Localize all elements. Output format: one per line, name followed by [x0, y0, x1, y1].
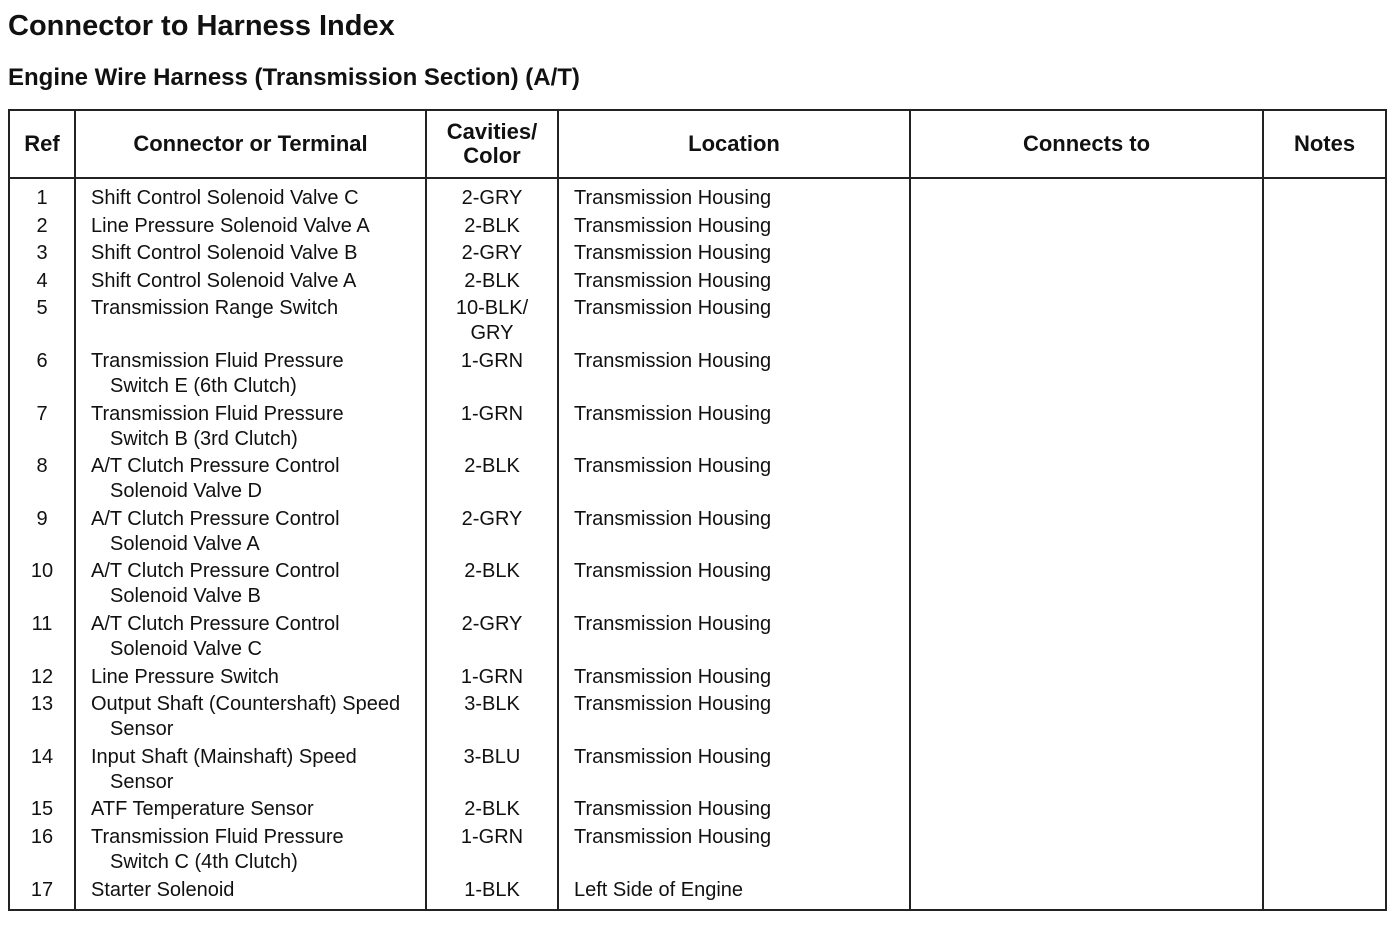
cell-cavities-color	[426, 507, 558, 560]
cell-ref: 12	[9, 665, 75, 693]
cell-cavities-color	[426, 402, 558, 455]
cavities-color-value: 2-BLK	[464, 269, 520, 292]
cavities-color-value: 2-GRY	[461, 612, 523, 635]
cell-notes	[1263, 825, 1386, 878]
cell-cavities-color	[426, 178, 558, 214]
cell-connects-to	[910, 454, 1263, 507]
cell-connects-to	[910, 825, 1263, 878]
cell-connects-to	[910, 745, 1263, 798]
cell-ref: 4	[9, 269, 75, 297]
table-row	[9, 178, 1386, 214]
cavities-color-value: 2-BLK	[464, 560, 520, 583]
cell-notes	[1263, 402, 1386, 455]
cell-notes	[1263, 296, 1386, 349]
connector-name: A/T Clutch Pressure Control	[91, 612, 340, 635]
table-row	[9, 454, 1386, 507]
cell-location: Transmission Housing	[558, 402, 910, 455]
cell-connects-to	[910, 241, 1263, 269]
cell-cavities-color	[426, 269, 558, 297]
table-row	[9, 402, 1386, 455]
cell-connector	[75, 296, 426, 349]
cell-notes	[1263, 241, 1386, 269]
cell-connects-to	[910, 214, 1263, 242]
cell-ref: 16	[9, 825, 75, 878]
connector-name: Line Pressure Solenoid Valve A	[91, 214, 370, 237]
cell-notes	[1263, 797, 1386, 825]
cell-ref: 8	[9, 454, 75, 507]
cell-ref: 5	[9, 296, 75, 349]
table-row	[9, 269, 1386, 297]
cell-location: Transmission Housing	[558, 214, 910, 242]
table-row	[9, 692, 1386, 745]
cell-cavities-color	[426, 692, 558, 745]
cell-location: Transmission Housing	[558, 612, 910, 665]
cell-location: Transmission Housing	[558, 349, 910, 402]
table-row	[9, 214, 1386, 242]
connector-name: Transmission Range Switch	[91, 297, 339, 320]
cell-ref: 1	[9, 178, 75, 214]
table-row	[9, 612, 1386, 665]
connector-name: Shift Control Solenoid Valve C	[91, 187, 359, 209]
cell-notes	[1263, 559, 1386, 612]
cell-cavities-color	[426, 825, 558, 878]
cell-connects-to	[910, 402, 1263, 455]
cell-connects-to	[910, 692, 1263, 745]
section-subtitle: Engine Wire Harness (Transmission Section) (A/T)	[8, 64, 580, 91]
connector-name: Starter Solenoid	[91, 878, 235, 901]
cell-connector	[75, 745, 426, 798]
table-row	[9, 665, 1386, 693]
table-row	[9, 797, 1386, 825]
cavities-color-value: 2-BLK	[464, 214, 520, 237]
cavities-color-value: 1-BLK	[464, 878, 520, 901]
cell-ref: 10	[9, 559, 75, 612]
cell-connects-to	[910, 559, 1263, 612]
cell-connects-to	[910, 507, 1263, 560]
cell-location: Transmission Housing	[558, 559, 910, 612]
cell-location: Transmission Housing	[558, 825, 910, 878]
cell-location: Transmission Housing	[558, 665, 910, 693]
cell-notes	[1263, 507, 1386, 560]
connector-name: Transmission Fluid Pressure	[91, 349, 344, 372]
cell-connector	[75, 402, 426, 455]
cavities-color-value: 1-GRN	[460, 665, 524, 688]
column-header-connects-to: Connects to	[910, 110, 1263, 178]
cavities-color-value: 1-GRN	[460, 825, 524, 848]
cell-connector	[75, 241, 426, 269]
cell-ref: 3	[9, 241, 75, 269]
connector-name-continued: Solenoid Valve D	[110, 480, 262, 503]
cell-connector	[75, 349, 426, 402]
cell-notes	[1263, 878, 1386, 910]
cell-location: Transmission Housing	[558, 241, 910, 269]
cavities-color-value: 1-GRN	[460, 402, 524, 425]
cavities-color-value: 10-BLK/ GRY	[455, 297, 529, 345]
cell-notes	[1263, 454, 1386, 507]
cell-cavities-color	[426, 214, 558, 242]
column-header-notes: Notes	[1263, 110, 1386, 178]
cavities-color-value: 1-GRN	[460, 349, 524, 372]
column-header-cavities-text: Cavities/ Color	[446, 119, 538, 168]
cell-connects-to	[910, 665, 1263, 693]
cell-location: Transmission Housing	[558, 269, 910, 297]
cell-ref: 15	[9, 797, 75, 825]
cell-location: Transmission Housing	[558, 178, 910, 214]
cell-ref: 7	[9, 402, 75, 455]
column-header-cavities	[426, 110, 558, 178]
cell-connector	[75, 612, 426, 665]
cavities-color-value: 2-GRY	[461, 242, 523, 265]
cell-connects-to	[910, 178, 1263, 214]
cell-connector	[75, 269, 426, 297]
cell-ref: 14	[9, 745, 75, 798]
cell-connector	[75, 454, 426, 507]
cell-connects-to	[910, 269, 1263, 297]
cell-connector	[75, 214, 426, 242]
cell-notes	[1263, 745, 1386, 798]
cavities-color-value: 2-BLK	[464, 455, 520, 478]
connector-name-continued: Sensor	[110, 770, 174, 793]
cell-ref: 13	[9, 692, 75, 745]
cell-cavities-color	[426, 349, 558, 402]
connector-name: Transmission Fluid Pressure	[91, 825, 344, 848]
column-header-connector: Connector or Terminal	[75, 110, 426, 178]
cell-location: Transmission Housing	[558, 797, 910, 825]
connector-name: A/T Clutch Pressure Control	[91, 455, 340, 478]
connector-name-continued: Switch C (4th Clutch)	[110, 850, 298, 873]
table-row	[9, 507, 1386, 560]
connector-name-continued: Switch B (3rd Clutch)	[110, 427, 298, 450]
cell-ref: 9	[9, 507, 75, 560]
cavities-color-value: 3-BLK	[464, 693, 520, 716]
cell-cavities-color	[426, 454, 558, 507]
cell-connector	[75, 507, 426, 560]
connector-index-table	[8, 109, 1387, 911]
table-row	[9, 825, 1386, 878]
connector-name: Transmission Fluid Pressure	[91, 402, 344, 425]
table-row	[9, 559, 1386, 612]
connector-name-continued: Switch E (6th Clutch)	[110, 374, 297, 397]
cell-connector	[75, 665, 426, 693]
cell-cavities-color	[426, 878, 558, 910]
connector-name: ATF Temperature Sensor	[91, 798, 314, 821]
cell-notes	[1263, 665, 1386, 693]
cell-ref: 11	[9, 612, 75, 665]
cell-ref: 2	[9, 214, 75, 242]
connector-name: Output Shaft (Countershaft) Speed	[91, 693, 401, 716]
cell-cavities-color	[426, 241, 558, 269]
table-row	[9, 349, 1386, 402]
cell-location: Transmission Housing	[558, 507, 910, 560]
cell-notes	[1263, 692, 1386, 745]
cell-ref: 17	[9, 878, 75, 910]
table-row	[9, 241, 1386, 269]
table-header-row	[9, 110, 1386, 178]
table-row	[9, 878, 1386, 910]
cell-notes	[1263, 349, 1386, 402]
cell-location: Transmission Housing	[558, 745, 910, 798]
cell-cavities-color	[426, 665, 558, 693]
cell-cavities-color	[426, 559, 558, 612]
cell-cavities-color	[426, 612, 558, 665]
cell-connects-to	[910, 878, 1263, 910]
cell-connector	[75, 692, 426, 745]
table-row	[9, 296, 1386, 349]
cavities-color-value: 2-BLK	[464, 798, 520, 821]
connector-name: Line Pressure Switch	[91, 665, 279, 688]
connector-name: Input Shaft (Mainshaft) Speed	[91, 745, 357, 768]
cell-notes	[1263, 612, 1386, 665]
table-row	[9, 745, 1386, 798]
cell-connector	[75, 825, 426, 878]
cell-notes	[1263, 214, 1386, 242]
cell-cavities-color	[426, 745, 558, 798]
connector-name-continued: Sensor	[110, 718, 174, 741]
cell-connects-to	[910, 296, 1263, 349]
column-header-ref: Ref	[9, 110, 75, 178]
cell-ref: 6	[9, 349, 75, 402]
cell-notes	[1263, 269, 1386, 297]
cell-connector	[75, 178, 426, 214]
connector-name: A/T Clutch Pressure Control	[91, 507, 340, 530]
cell-location: Transmission Housing	[558, 692, 910, 745]
connector-name: Shift Control Solenoid Valve A	[91, 269, 357, 292]
connector-name-continued: Solenoid Valve A	[110, 532, 260, 555]
cell-location: Transmission Housing	[558, 296, 910, 349]
cell-connector	[75, 559, 426, 612]
page-title: Connector to Harness Index	[8, 10, 395, 42]
cavities-color-value: 2-GRY	[461, 187, 523, 209]
cell-location: Transmission Housing	[558, 454, 910, 507]
cell-notes	[1263, 178, 1386, 214]
connector-name-continued: Solenoid Valve C	[110, 637, 262, 660]
cell-cavities-color	[426, 296, 558, 349]
column-header-location: Location	[558, 110, 910, 178]
cell-connects-to	[910, 612, 1263, 665]
connector-name: A/T Clutch Pressure Control	[91, 560, 340, 583]
cell-connector	[75, 878, 426, 910]
connector-name: Shift Control Solenoid Valve B	[91, 242, 358, 265]
cell-connects-to	[910, 797, 1263, 825]
cavities-color-value: 2-GRY	[461, 507, 523, 530]
cell-cavities-color	[426, 797, 558, 825]
cell-location: Left Side of Engine	[558, 878, 910, 910]
cell-connects-to	[910, 349, 1263, 402]
cell-connector	[75, 797, 426, 825]
connector-name-continued: Solenoid Valve B	[110, 585, 261, 608]
cavities-color-value: 3-BLU	[463, 745, 521, 768]
